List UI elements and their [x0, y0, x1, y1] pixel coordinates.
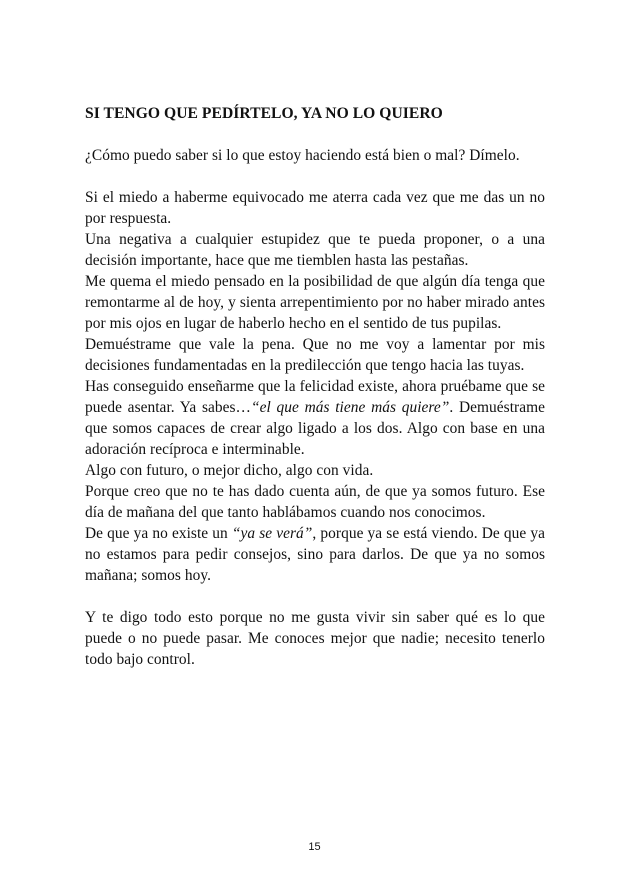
paragraph-5: Demuéstrame que vale la pena. Que no me voy a lamentar por mis decisiones fundamentadas en la predilección que tengo hacia las tuyas.: [85, 336, 545, 374]
paragraph-3: Una negativa a cualquier estupidez que te pueda proponer, o a una decisión importante, hace que me tiemblen hasta las pestañas.: [85, 231, 545, 269]
paragraph-gap: [85, 586, 545, 607]
paragraph-1: ¿Cómo puedo saber si lo que estoy haciendo está bien o mal? Dímelo.: [85, 147, 520, 164]
paragraph-9-text-b: , porque ya se está viendo. De que ya no estamos para pedir consejos, sino para darlos. De que ya no somos mañana; somos hoy.: [85, 525, 545, 584]
paragraph-10: Y te digo todo esto porque no me gusta vivir sin saber qué es lo que puede o no puede pasar. Me conoces mejor que nadie; necesito tenerlo todo bajo control.: [85, 609, 545, 668]
paragraph-6-text-a: Has conseguido enseñarme que la felicidad existe, ahora pruébame que se puede asentar. Ya sabes…: [85, 378, 545, 416]
paragraph-6-quote: “el que más tiene más quiere”: [251, 399, 450, 416]
paragraph-7: Algo con futuro, o mejor dicho, algo con vida.: [85, 462, 374, 479]
page-number: 15: [308, 841, 321, 853]
paragraph-2: Si el miedo a haberme equivocado me aterra cada vez que me das un no por respuesta.: [85, 189, 545, 227]
chapter-title: SI TENGO QUE PEDÍRTELO, YA NO LO QUIERO: [85, 105, 443, 122]
paragraph-9-text-a: De que ya no existe un: [85, 525, 232, 542]
paragraph-9: [85, 523, 545, 586]
paragraph-6: [85, 376, 545, 460]
paragraph-8: Porque creo que no te has dado cuenta aún, de que ya somos futuro. Ese día de mañana del que tanto hablábamos cuando nos conocimos.: [85, 483, 545, 521]
paragraph-9-quote: “ya se verá”: [231, 525, 313, 542]
paragraph-4: Me quema el miedo pensado en la posibilidad de que algún día tenga que remontarme al de hoy, y sienta arrepentimiento por no haber mirado antes por mis ojos en lugar de haberlo hecho en el sentido de tus pupilas.: [85, 273, 545, 332]
paragraph-gap: [85, 166, 545, 187]
page-body: [85, 103, 545, 670]
paragraph-6-text-b: . Demuéstrame que somos capaces de crear algo ligado a los dos. Algo con base en una adoración recíproca e interminable.: [85, 399, 545, 458]
